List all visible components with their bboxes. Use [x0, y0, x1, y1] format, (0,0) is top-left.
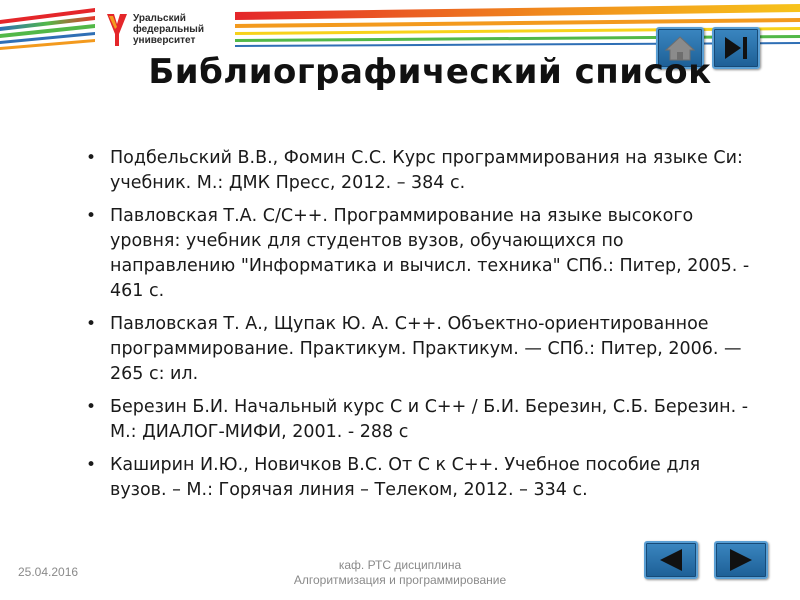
- logo-line-2: федеральный: [133, 24, 204, 35]
- bullet-icon: •: [86, 397, 97, 417]
- bibliography-list: [86, 146, 754, 511]
- bibliography-item-text: Павловская Т. А., Щупак Ю. А. C++. Объектно-ориентированное программирование. Практикум. Практикум. — СПб.: Питер, 2006. — 265 с: ил.: [110, 314, 742, 384]
- university-logo: [106, 10, 226, 50]
- next-slide-button[interactable]: [714, 541, 768, 579]
- bibliography-item-text: Каширин И.Ю., Новичков В.С. От С к С++. Учебное пособие для вузов. – М.: Горячая линия – Телеком, 2012. – 334 с.: [110, 455, 701, 500]
- next-arrow-icon: [716, 543, 766, 577]
- bibliography-item-text: Березин Б.И. Начальный курс С и С++ / Б.И. Березин, С.Б. Березин. - М.: ДИАЛОГ-МИФИ, 2001. - 288 с: [110, 397, 749, 442]
- bibliography-item: [86, 453, 754, 503]
- logo-line-1: Уральский: [133, 13, 186, 24]
- logo-line-3: университет: [133, 35, 196, 46]
- previous-arrow-icon: [646, 543, 696, 577]
- bullet-icon: •: [86, 455, 97, 475]
- bibliography-item: [86, 312, 754, 387]
- bullet-icon: •: [86, 206, 97, 226]
- footer-course-line-2: Алгоритмизация и программирование: [293, 573, 507, 587]
- footer-date: 25.04.2016: [18, 565, 79, 579]
- bibliography-item-text: Подбельский В.В., Фомин С.С. Курс программирования на языке Си: учебник. М.: ДМК Пресс, 2012. – 384 с.: [110, 148, 743, 193]
- bullet-icon: •: [86, 314, 97, 334]
- page-title: Библиографический список: [148, 52, 712, 92]
- bibliography-item: [86, 146, 754, 196]
- previous-slide-button[interactable]: [644, 541, 698, 579]
- bibliography-item-text: Павловская Т.А. С/С++. Программирование на языке высокого уровня: учебник для студентов вузов, обучающихся по направлению "Информатика и вычисл. техника" СПб.: Питер, 2005. - 461 с.: [110, 206, 750, 301]
- university-logo-mark: [106, 12, 128, 48]
- footer-course-line-1: каф. РТС дисциплина: [338, 558, 462, 572]
- bibliography-item: [86, 395, 754, 445]
- bullet-icon: •: [86, 148, 97, 168]
- footer-course-info: [250, 558, 550, 588]
- university-logo-text: [133, 13, 204, 46]
- bibliography-item: [86, 204, 754, 304]
